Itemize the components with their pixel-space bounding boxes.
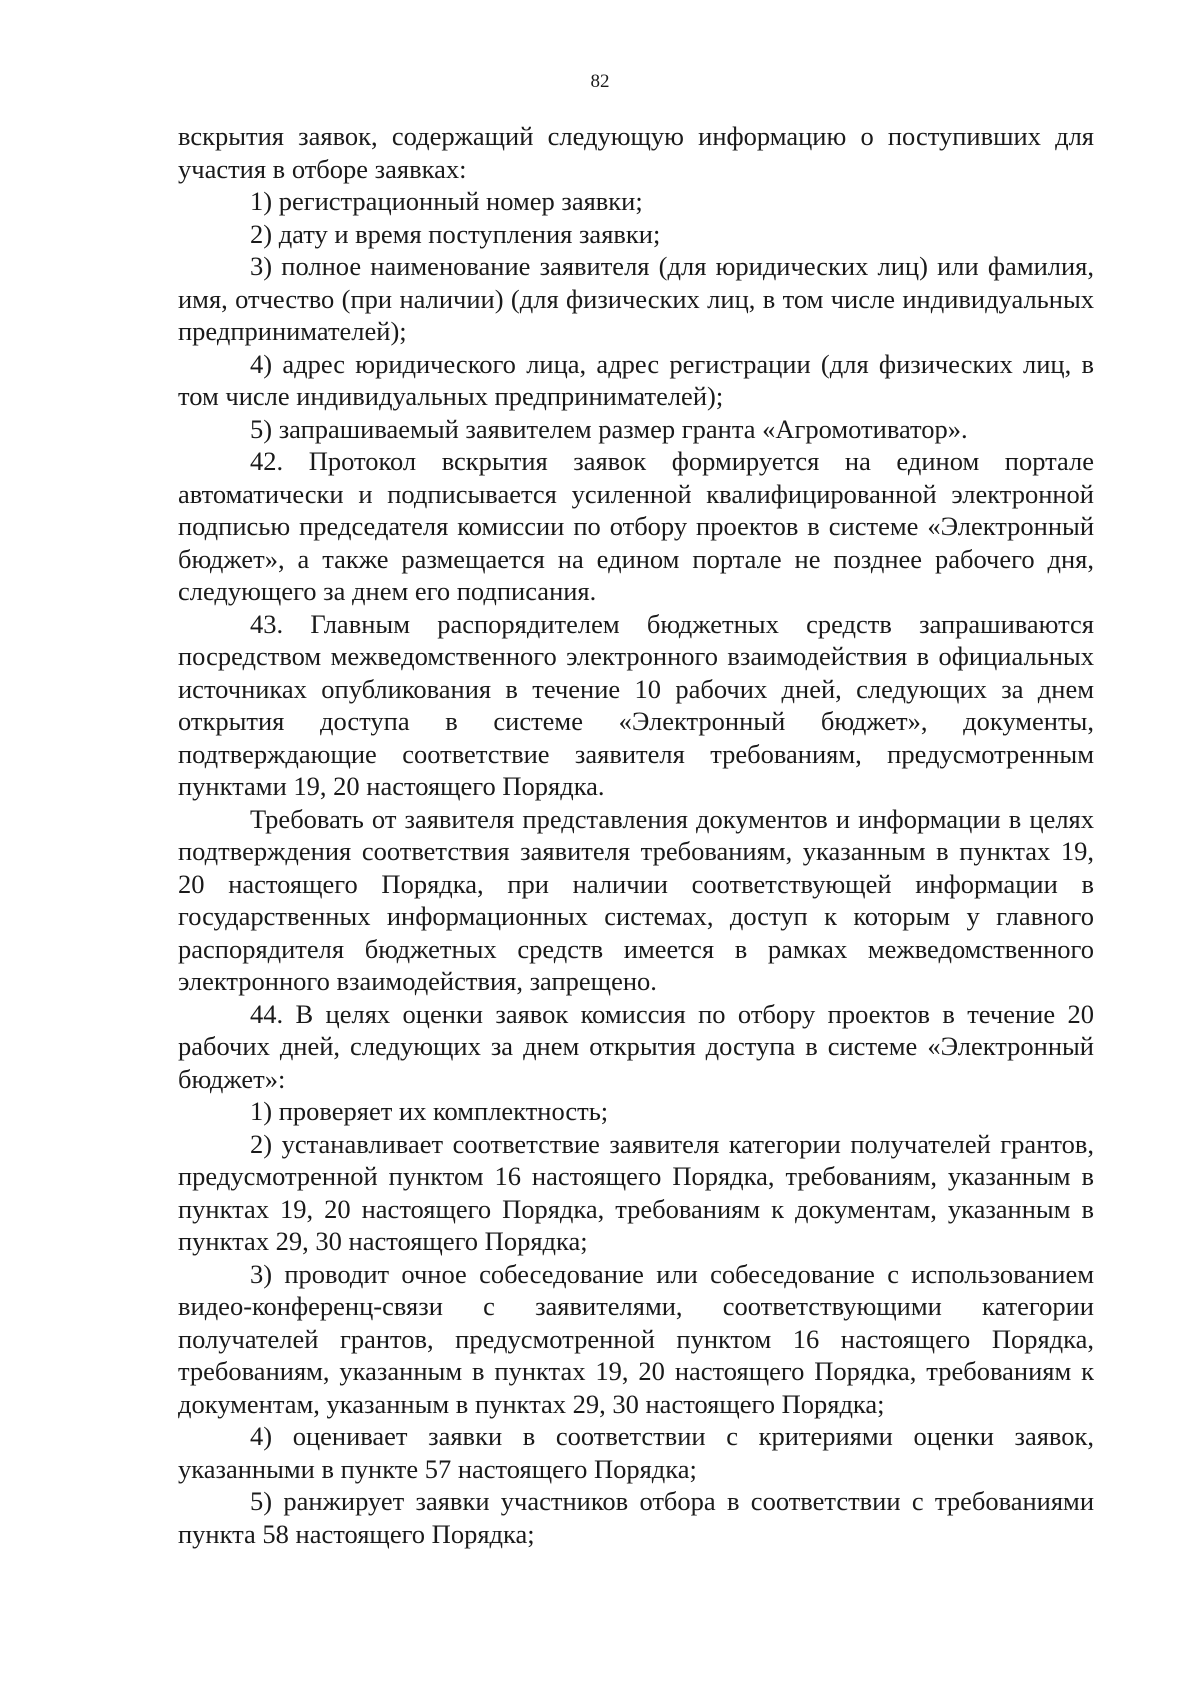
paragraph-clause-43-prohibition: Требовать от заявителя представления документов и информации в целях подтверждения соответствия заявителя требованиям, указанным в пунктах 19, 20 настоящего Порядка, при наличии соответствующей информации в государственных информационных системах, доступ к которым у главного распорядителя бюджетных средств имеется в рамках межведомственного электронного взаимодействия, запрещено.: [178, 803, 1094, 996]
paragraph-continuation: вскрытия заявок, содержащий следующую информацию о поступивших для участия в отборе заявках:: [178, 121, 1094, 184]
list-item-address: 4) адрес юридического лица, адрес регистрации (для физических лиц, в том числе индивидуальных предпринимателей);: [178, 348, 1094, 411]
page-number: 82: [590, 71, 610, 92]
list-item-establish-compliance: 2) устанавливает соответствие заявителя категории получателей грантов, предусмотренной пунктом 16 настоящего Порядка, требованиям, указанным в пунктах 19, 20 настоящего Порядка, требованиям к документам, указанным в пунктах 29, 30 настоящего Порядка;: [178, 1128, 1094, 1256]
list-item-interview: 3) проводит очное собеседование или собеседование с использованием видео-конференц-связи с заявителями, соответствующими категории получателей грантов, предусмотренной пунктом 16 настоящего Порядка, требованиям, указанным в пунктах 19, 20 настоящего Порядка, требованиям к документам, указанным в пунктах 29, 30 настоящего Порядка;: [178, 1258, 1094, 1419]
paragraph-clause-43: 43. Главным распорядителем бюджетных средств запрашиваются посредством межведомственного электронного взаимодействия в официальных источниках опубликования в течение 10 рабочих дней, следующих за днем открытия доступа в системе «Электронный бюджет», документы, подтверждающие соответствие заявителя требованиям, предусмотренным пунктами 19, 20 настоящего Порядка.: [178, 608, 1094, 801]
paragraph-clause-44: 44. В целях оценки заявок комиссия по отбору проектов в течение 20 рабочих дней, следующих за днем открытия доступа в системе «Электронный бюджет»:: [178, 998, 1094, 1094]
list-item-grant-amount: 5) запрашиваемый заявителем размер гранта «Агромотиватор».: [250, 413, 968, 444]
document-body: [178, 120, 1094, 1550]
list-item-evaluate: 4) оценивает заявки в соответствии с критериями оценки заявок, указанными в пункте 57 настоящего Порядка;: [178, 1421, 1094, 1484]
list-item-check-completeness: 1) проверяет их комплектность;: [250, 1096, 609, 1126]
list-item-applicant-name: 3) полное наименование заявителя (для юридических лиц) или фамилия, имя, отчество (при наличии) (для физических лиц, в том числе индивидуальных предпринимателей);: [178, 251, 1094, 346]
list-item-registration-number: 1) регистрационный номер заявки;: [250, 186, 643, 216]
paragraph-clause-42: 42. Протокол вскрытия заявок формируется на едином портале автоматически и подписывается усиленной квалифицированной электронной подписью председателя комиссии по отбору проектов в системе «Электронный бюджет», а также размещается на едином портале не позднее рабочего дня, следующего за днем его подписания.: [178, 446, 1094, 606]
list-item-date-time: 2) дату и время поступления заявки;: [250, 218, 661, 249]
list-item-rank: 5) ранжирует заявки участников отбора в соответствии с требованиями пункта 58 настоящего Порядка;: [178, 1486, 1094, 1549]
